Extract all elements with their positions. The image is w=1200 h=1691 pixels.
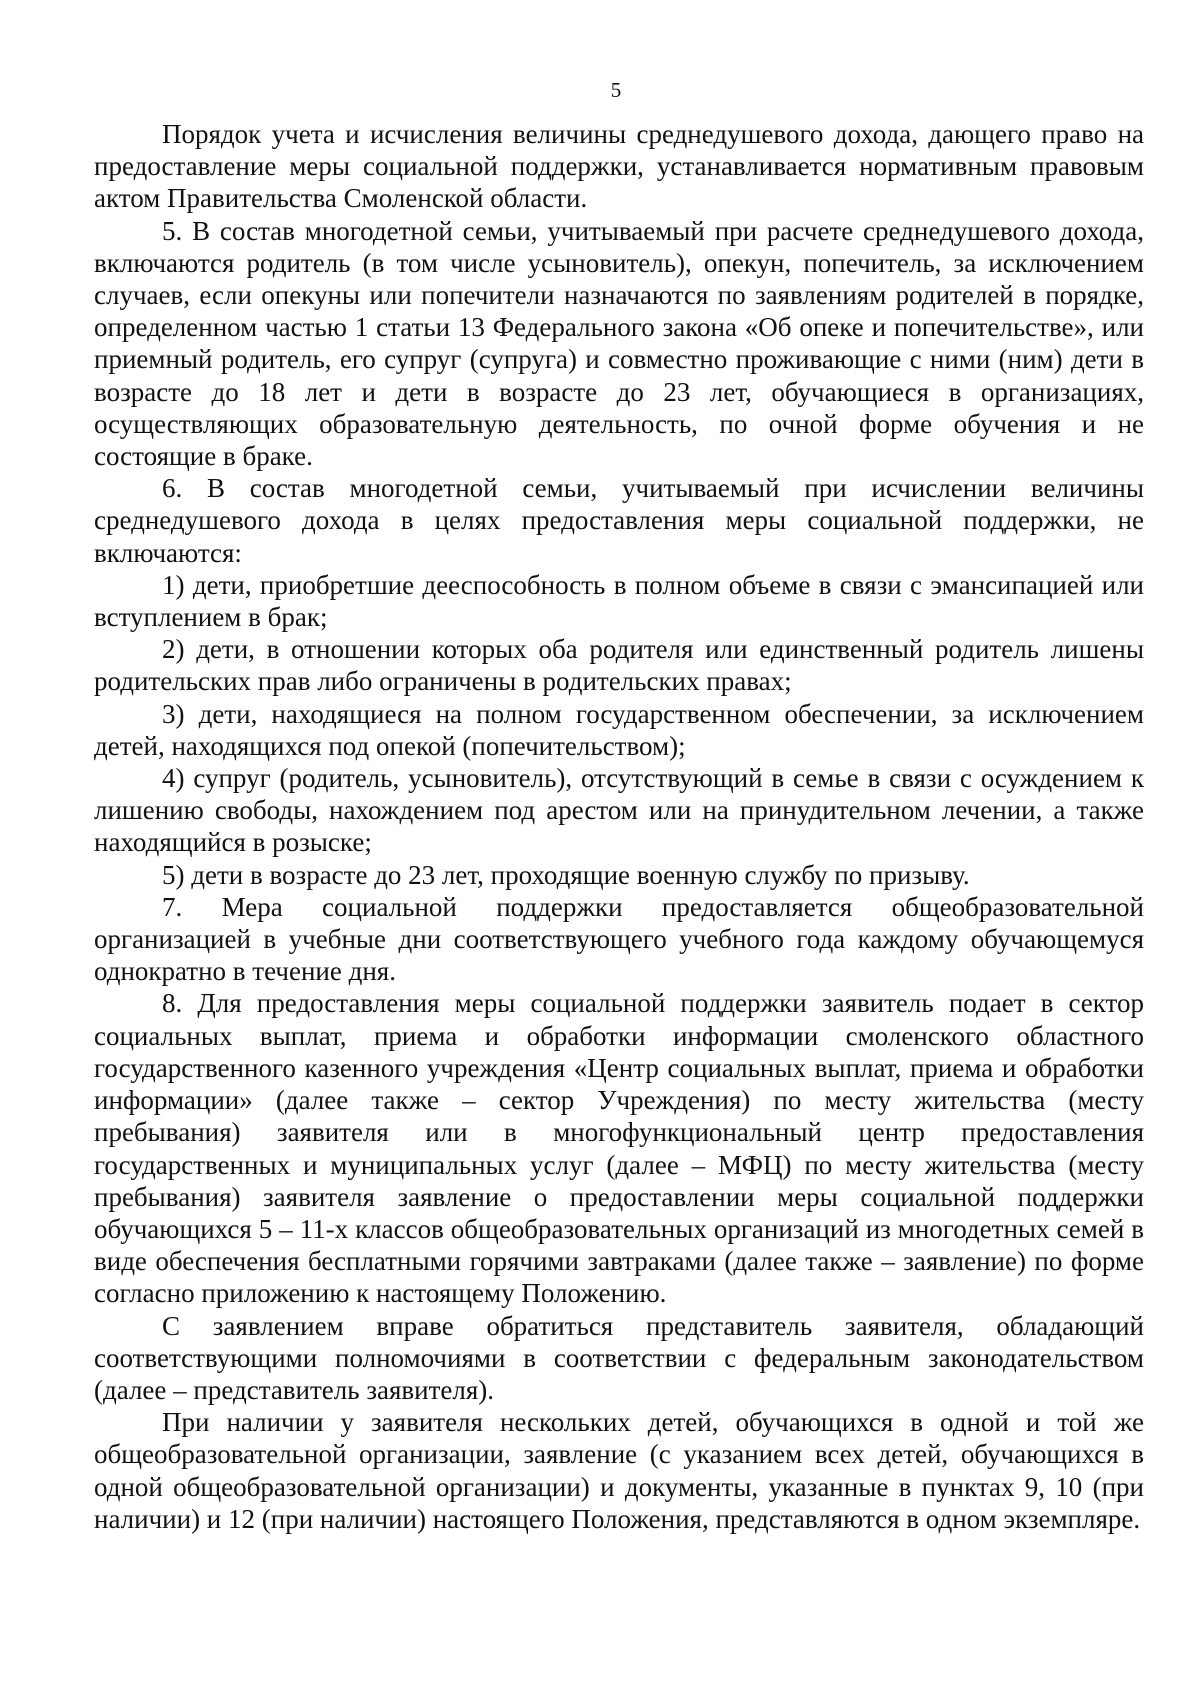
paragraph-clause-7: 7. Мера социальной поддержки предоставляется общеобразовательной организацией в учебные дни соответствующего учебного года каждому обучающемуся однократно в течение дня. — [94, 891, 1144, 987]
list-item-6-1: 1) дети, приобретшие дееспособность в полном объеме в связи с эмансипацией или вступлением в брак; — [94, 569, 1144, 633]
list-item-6-4: 4) супруг (родитель, усыновитель), отсутствующий в семье в связи с осуждением к лишению свободы, нахождением под арестом или на принудительном лечении, а также находящийся в розыске; — [94, 763, 1144, 858]
paragraph-clause-6: 6. В состав многодетной семьи, учитываемый при исчислении величины среднедушевого дохода в целях предоставления меры социальной поддержки, не включаются: — [94, 473, 1144, 568]
paragraph-income-calculation: Порядок учета и исчисления величины среднедушевого дохода, дающего право на предоставление меры социальной поддержки, устанавливается нормативным правовым актом Правительства Смоленской области. — [94, 119, 1144, 214]
list-item-6-3: 3) дети, находящиеся на полном государственном обеспечении, за исключением детей, находящихся под опекой (попечительством); — [94, 698, 1144, 761]
paragraph-multiple-children: При наличии у заявителя нескольких детей, обучающихся в одной и той же общеобразовательной организации, заявление (с указанием всех детей, обучающихся в одной общеобразовательной организации) и документы, указанные в пунктах 9, 10 (при наличии) и 12 (при наличии) настоящего Положения, представляются в одном экземпляре. — [94, 1407, 1144, 1534]
paragraph-representative: С заявлением вправе обратиться представитель заявителя, обладающий соответствующими полномочиями в соответствии с федеральным законодательством (далее – представитель заявителя). — [94, 1310, 1144, 1405]
paragraph-clause-5: 5. В состав многодетной семьи, учитываемый при расчете среднедушевого дохода, включаются родитель (в том числе усыновитель), опекун, попечитель, за исключением случаев, если опекуны или попечители назначаются по заявлениям родителей в порядке, определенном частью 1 статьи 13 Федерального закона «Об опеке и попечительстве», или приемный родитель, его супруг (супруга) и совместно проживающие с ними (ним) дети в возрасте до 18 лет и дети в возрасте до 23 лет, обучающиеся в организациях, осуществляющих образовательную деятельность, по очной форме обучения и не состоящие в браке. — [94, 215, 1144, 472]
list-item-6-5: 5) дети в возрасте до 23 лет, проходящие военную службу по призыву. — [162, 859, 970, 890]
page-number: 5 — [610, 78, 622, 102]
document-body — [94, 118, 1144, 1535]
paragraph-clause-8: 8. Для предоставления меры социальной поддержки заявитель подает в сектор социальных выплат, приема и обработки информации смоленского областного государственного казенного учреждения «Центр социальных выплат, приема и обработки информации» (далее также – сектор Учреждения) по месту жительства (месту пребывания) заявителя или в многофункциональный центр предоставления государственных и муниципальных услуг (далее – МФЦ) по месту жительства (месту пребывания) заявителя заявление о предоставлении меры социальной поддержки обучающихся 5 – 11-х классов общеобразовательных организаций из многодетных семей в виде обеспечения бесплатными горячими завтраками (далее также – заявление) по форме согласно приложению к настоящему Положению. — [94, 988, 1144, 1309]
list-item-6-2: 2) дети, в отношении которых оба родителя или единственный родитель лишены родительских прав либо ограничены в родительских правах; — [94, 634, 1144, 697]
